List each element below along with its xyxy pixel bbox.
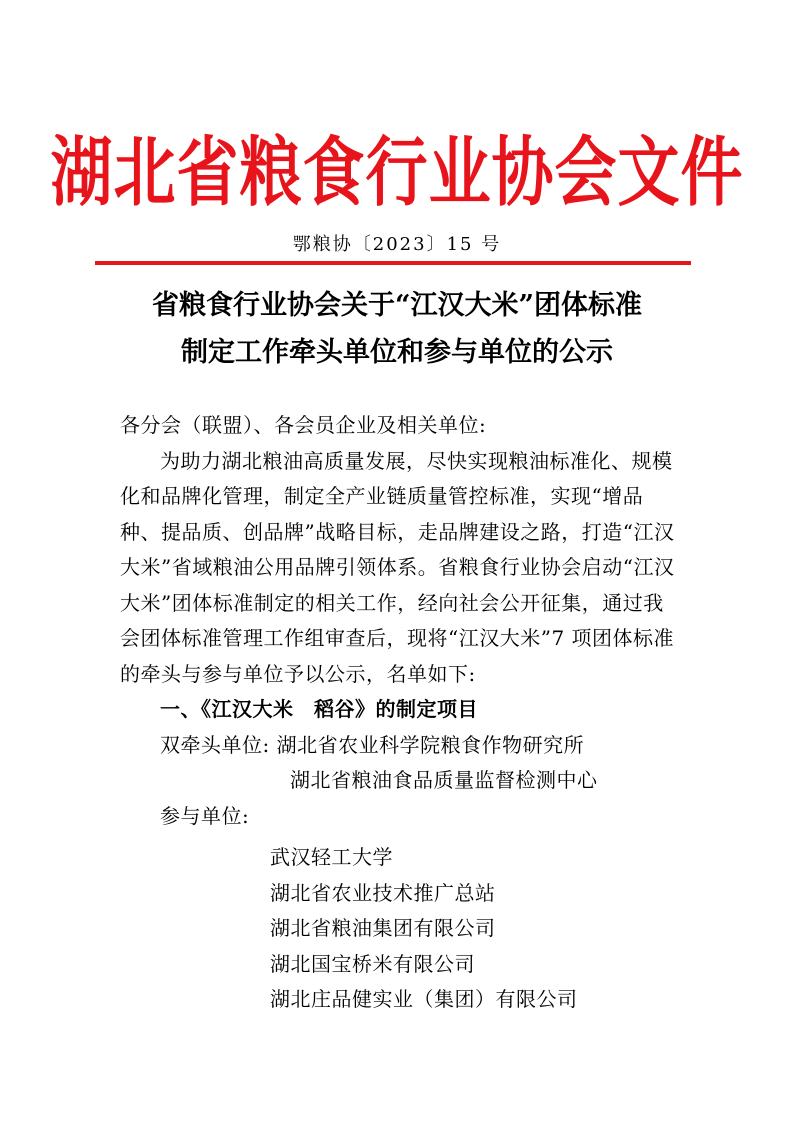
lead-units-row — [120, 728, 680, 764]
section-heading: 一、《江汉大米 稻谷》的制定项目 — [160, 697, 478, 721]
participant-item: 湖北省农业技术推广总站 — [270, 880, 496, 905]
document-number: 鄂粮协〔2023〕15 号 — [292, 234, 502, 255]
lead-unit-2: 湖北省粮油食品质量监督检测中心 — [290, 768, 598, 792]
document-body — [120, 408, 680, 1018]
participant-item: 武汉轻工大学 — [270, 845, 393, 869]
participant-item: 湖北庄品健实业（集团）有限公司 — [270, 987, 578, 1011]
notice-title — [0, 282, 794, 376]
participants-label: 参与单位: — [160, 803, 250, 828]
notice-title-line-1: 省粮食行业协会关于“江汉大米”团体标准 — [151, 290, 643, 321]
main-paragraph: 为助力湖北粮油高质量发展，尽快实现粮油标准化、规模化和品牌化管理，制定全产业链质量管控标准，实现“增品种、提品质、创品牌”战略目标，走品牌建设之路，打造“江汉大米”省域粮油公用品牌引领体系。省粮食行业协会启动“江汉大米”团体标准制定的相关工作，经向社会公开征集，通过我会团体标准管理工作组审查后，现将“江汉大米”7 项团体标准的牵头与参与单位予以公示，名单如下: — [120, 448, 675, 686]
lead-unit-1: 湖北省农业科学院粮食作物研究所 — [276, 732, 585, 757]
participant-item: 湖北国宝桥米有限公司 — [270, 951, 475, 976]
salutation: 各分会（联盟）、各会员企业及相关单位: — [120, 413, 487, 437]
notice-title-line-2: 制定工作牵头单位和参与单位的公示 — [181, 337, 613, 368]
red-divider — [95, 261, 691, 265]
lead-units-label: 双牵头单位: — [160, 732, 270, 757]
participant-item: 湖北省粮油集团有限公司 — [270, 916, 496, 940]
document-header-title: 湖北省粮食行业协会文件 — [50, 127, 744, 217]
